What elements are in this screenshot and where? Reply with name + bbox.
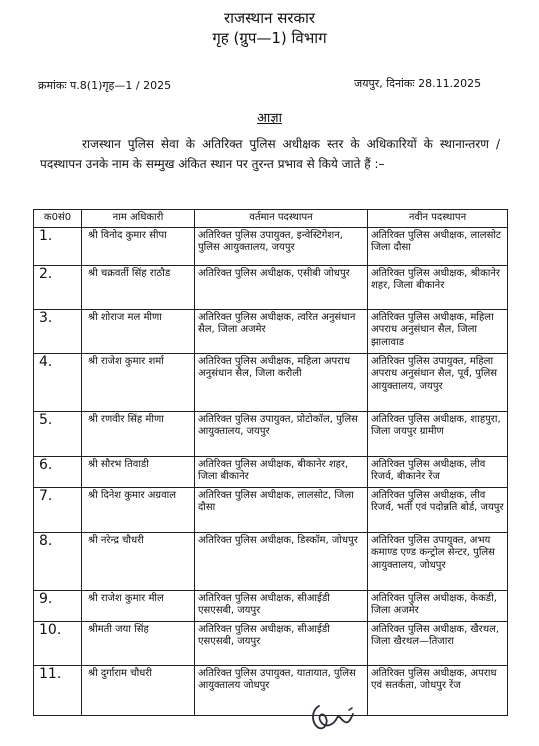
table-row: [34, 487, 508, 532]
new-posting-cell: अतिरिक्त पुलिस उपायुक्त, अभय कमाण्ड एण्ड कन्ट्रोल सेन्टर, पुलिस आयुक्तालय, जोधपुर: [368, 532, 508, 590]
current-posting-cell: अतिरिक्त पुलिस उपायुक्त, प्रोटोकॉल, पुलिस आयुक्तालय, जयपुर: [195, 411, 368, 456]
current-posting-cell: अतिरिक्त पुलिस अधीक्षक, महिला अपराध अनुसंधान सैल, जिला करौली: [195, 353, 368, 411]
new-posting-cell: अतिरिक्त पुलिस अधीक्षक, शाहपुरा, जिला जयपुर ग्रामीण: [368, 411, 508, 456]
serial-cell: 4.: [34, 353, 82, 411]
new-posting-cell: अतिरिक्त पुलिस अधीक्षक, केकडी, जिला अजमेर: [368, 590, 508, 621]
current-posting-cell: अतिरिक्त पुलिस उपायुक्त, यातायात, पुलिस आयुक्तालय जोधपुर: [195, 665, 368, 715]
transfer-table: [33, 209, 508, 716]
officer-name-cell: श्री दुर्गाराम चौधरी: [82, 665, 195, 715]
new-posting-cell: अतिरिक्त पुलिस अधीक्षक, श्रीकानेर शहर, जिला बीकानेर: [368, 265, 508, 309]
officer-name-cell: श्री राजेश कुमार मील: [82, 590, 195, 621]
serial-cell: 2.: [34, 265, 82, 309]
table-header-row: [34, 210, 508, 228]
order-title: आज्ञा: [257, 111, 282, 126]
officer-name-cell: श्रीमती जया सिंह: [82, 621, 195, 665]
new-posting-cell: अतिरिक्त पुलिस अधीक्षक, खैरथल, जिला खैरथल—तिजारा: [368, 621, 508, 665]
table-row: [34, 265, 508, 309]
officer-name-cell: श्री राजेश कुमार शर्मा: [82, 353, 195, 411]
table-row: [34, 353, 508, 411]
column-header-serial: क0सं0: [34, 210, 82, 228]
intro-paragraph: राजस्थान पुलिस सेवा के अतिरिक्त पुलिस अधीक्षक स्तर के अधिकारियों के स्थानान्तरण /पदस्थापन उनके नाम के सम्मुख अंकित स्थान पर तुरन्त प्रभाव से किये जाते हैं :–: [40, 137, 500, 171]
current-posting-cell: अतिरिक्त पुलिस उपायुक्त, इन्वेस्टिगेशन, पुलिस आयुक्तालय, जयपुर: [195, 227, 368, 265]
new-posting-cell: अतिरिक्त पुलिस अधीक्षक, लालसोट जिला दौसा: [368, 227, 508, 265]
department-heading: गृह (ग्रुप—1) विभाग: [212, 29, 327, 47]
table-row: [34, 411, 508, 456]
column-header-new-posting: नवीन पदस्थापन: [368, 210, 508, 228]
new-posting-cell: अतिरिक्त पुलिस अधीक्षक, अपराध एवं सतर्कता, जोधपुर रेंज: [368, 665, 508, 715]
table-row: [34, 227, 508, 265]
serial-cell: 9.: [34, 590, 82, 621]
officer-name-cell: श्री दिनेश कुमार अग्रवाल: [82, 487, 195, 532]
table-row: [34, 665, 508, 715]
reference-number: क्रमांकः प.8(1)गृह—1 / 2025: [38, 79, 172, 92]
government-heading: राजस्थान सरकार: [223, 9, 316, 27]
current-posting-cell: अतिरिक्त पुलिस अधीक्षक, डिस्कॉम, जोधपुर: [195, 532, 368, 590]
current-posting-cell: अतिरिक्त पुलिस अधीक्षक, बीकानेर शहर, जिला बीकानेर: [195, 456, 368, 487]
column-header-current-posting: वर्तमान पदस्थापन: [195, 210, 368, 228]
serial-cell: 1.: [34, 227, 82, 265]
officer-name-cell: श्री नरेन्द्र चौधरी: [82, 532, 195, 590]
serial-cell: 10.: [34, 621, 82, 665]
new-posting-cell: अतिरिक्त पुलिस अधीक्षक, लीव रिजर्व, बीकानेर रेंज: [368, 456, 508, 487]
place-date: जयपुर, दिनांकः 28.11.2025: [354, 77, 482, 90]
serial-cell: 8.: [34, 532, 82, 590]
new-posting-cell: अतिरिक्त पुलिस अधीक्षक, लीव रिजर्व, भर्ती एवं पदोन्नति बोर्ड, जयपुर: [368, 487, 508, 532]
serial-cell: 11.: [34, 665, 82, 715]
new-posting-cell: अतिरिक्त पुलिस उपायुक्त, महिला अपराध अनुसंधान सैल, पूर्व, पुलिस आयुक्तालय, जयपुर: [368, 353, 508, 411]
officer-name-cell: श्री रणवीर सिंह मीणा: [82, 411, 195, 456]
officer-name-cell: श्री विनोद कुमार सीपा: [82, 227, 195, 265]
serial-cell: 3.: [34, 309, 82, 353]
table-row: [34, 590, 508, 621]
table-row: [34, 456, 508, 487]
officer-name-cell: श्री सौरभ तिवाडी: [82, 456, 195, 487]
current-posting-cell: अतिरिक्त पुलिस अधीक्षक, त्वरित अनुसंधान सैल, जिला अजमेर: [195, 309, 368, 353]
current-posting-cell: अतिरिक्त पुलिस अधीक्षक, सीआईडी एसएसबी, जयपुर: [195, 621, 368, 665]
table-row: [34, 621, 508, 665]
column-header-name: नाम अधिकारी: [82, 210, 195, 228]
serial-cell: 7.: [34, 487, 82, 532]
table-row: [34, 309, 508, 353]
new-posting-cell: अतिरिक्त पुलिस अधीक्षक, महिला अपराध अनुसंधान सैल, जिला झालावाड: [368, 309, 508, 353]
table-row: [34, 532, 508, 590]
serial-cell: 5.: [34, 411, 82, 456]
officer-name-cell: श्री शोराज मल मीणा: [82, 309, 195, 353]
officer-name-cell: श्री चक्रवर्ती सिंह राठौड: [82, 265, 195, 309]
serial-cell: 6.: [34, 456, 82, 487]
signature-mark: [305, 700, 365, 732]
current-posting-cell: अतिरिक्त पुलिस अधीक्षक, एसीबी जोधपुर: [195, 265, 368, 309]
current-posting-cell: अतिरिक्त पुलिस अधीक्षक, लालसोट, जिला दौसा: [195, 487, 368, 532]
current-posting-cell: अतिरिक्त पुलिस अधीक्षक, सीआईडी एसएसबी, जयपुर: [195, 590, 368, 621]
